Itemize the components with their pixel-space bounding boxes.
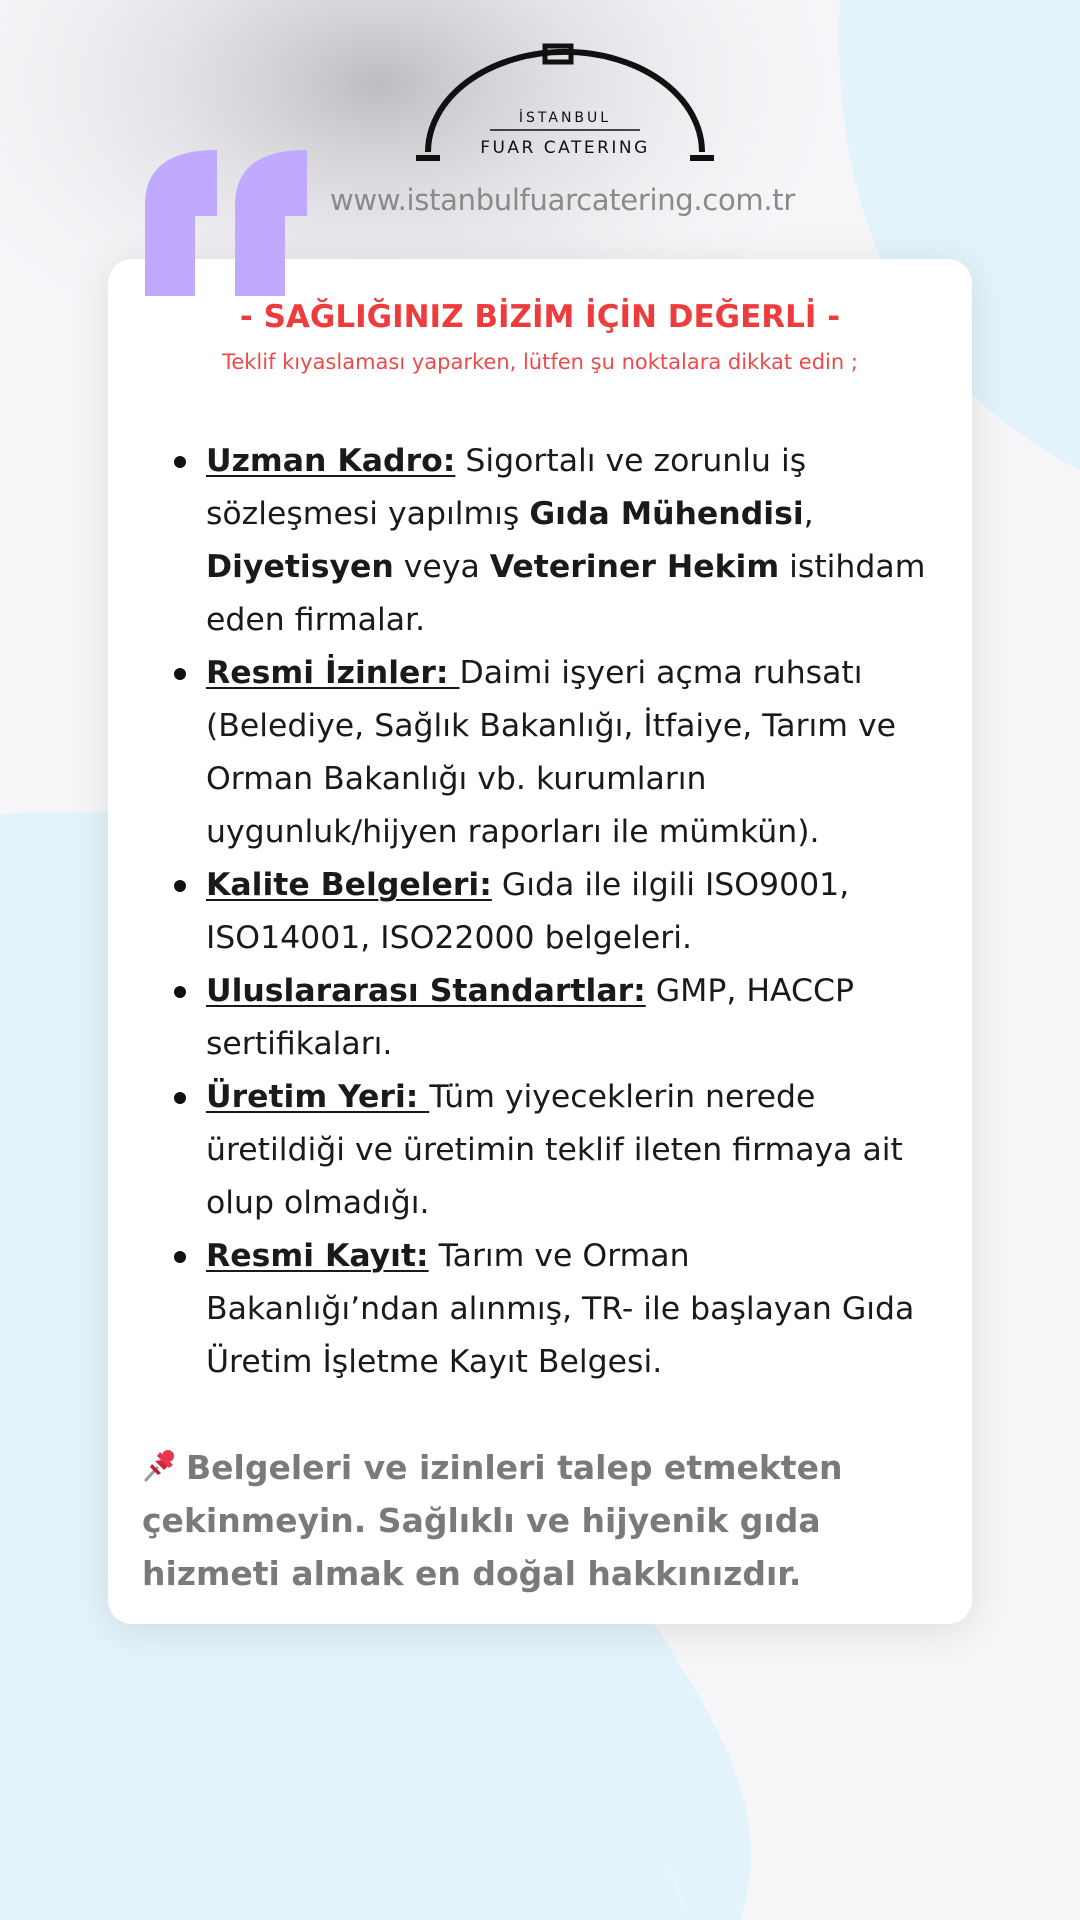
quote-mark-icon bbox=[145, 146, 307, 296]
item-highlight: Diyetisyen bbox=[206, 549, 394, 585]
item-text: veya bbox=[393, 549, 490, 585]
item-term: Kalite Belgeleri: bbox=[206, 867, 492, 903]
list-item bbox=[206, 859, 926, 965]
list-item bbox=[206, 435, 926, 647]
list-item bbox=[206, 1230, 926, 1389]
brand-logo bbox=[410, 40, 720, 170]
bullet-icon bbox=[174, 456, 186, 468]
list-item bbox=[206, 965, 926, 1071]
item-text: Tüm yiyeceklerin nerede üretildiği ve üretimin teklif ileten firmaya ait olup olmadığı. bbox=[206, 1079, 903, 1221]
item-term: Uzman Kadro: bbox=[206, 443, 456, 479]
item-text: Tarım ve Orman Bakanlığı’ndan alınmış, TR- ile başlayan Gıda Üretim İşletme Kayıt Belgesi. bbox=[206, 1238, 915, 1380]
item-text: GMP, HACCP sertifikaları. bbox=[206, 973, 855, 1062]
bullet-icon bbox=[174, 880, 186, 892]
item-text: Daimi işyeri açma ruhsatı (Belediye, Sağlık Bakanlığı, İtfaiye, Tarım ve Orman Bakanlığı vb. kurumların uygunluk/hijyen raporları ile mümkün). bbox=[206, 655, 896, 850]
logo-bottom-text: FUAR CATERING bbox=[480, 138, 650, 158]
item-term: Uluslararası Standartlar: bbox=[206, 973, 646, 1009]
list-item bbox=[206, 1071, 926, 1230]
item-highlight: Veteriner Hekim bbox=[489, 549, 780, 585]
pushpin-icon bbox=[142, 1447, 178, 1483]
item-highlight: Gıda Mühendisi bbox=[529, 496, 804, 532]
website-url: www.istanbulfuarcatering.com.tr bbox=[330, 183, 795, 217]
info-card bbox=[108, 259, 972, 1624]
item-term: Resmi İzinler: bbox=[206, 655, 460, 691]
bullet-icon bbox=[174, 1092, 186, 1104]
item-text: , bbox=[803, 496, 814, 532]
item-text: istihdam eden firmalar. bbox=[206, 549, 926, 638]
requirements-list bbox=[206, 435, 926, 1389]
logo-top-text: İSTANBUL bbox=[518, 110, 612, 126]
card-subline: Teklif kıyaslaması yaparken, lütfen şu noktalara dikkat edin ; bbox=[222, 350, 858, 374]
bullet-icon bbox=[174, 986, 186, 998]
item-text: Sigortalı ve zorunlu iş sözleşmesi yapılmış bbox=[206, 443, 807, 532]
list-item bbox=[206, 647, 926, 859]
bullet-icon bbox=[174, 668, 186, 680]
card-headline: - SAĞLIĞINIZ BİZİM İÇİN DEĞERLİ - bbox=[239, 299, 841, 335]
item-term: Üretim Yeri: bbox=[206, 1079, 430, 1115]
bullet-icon bbox=[174, 1251, 186, 1263]
item-text: Gıda ile ilgili ISO9001, ISO14001, ISO22000 belgeleri. bbox=[206, 867, 850, 956]
footnote-text: Belgeleri ve izinleri talep etmekten çekinmeyin. Sağlıklı ve hijyenik gıda hizmeti almak en doğal hakkınızdır. bbox=[142, 1448, 843, 1593]
item-term: Resmi Kayıt: bbox=[206, 1238, 429, 1274]
footnote bbox=[142, 1441, 942, 1600]
